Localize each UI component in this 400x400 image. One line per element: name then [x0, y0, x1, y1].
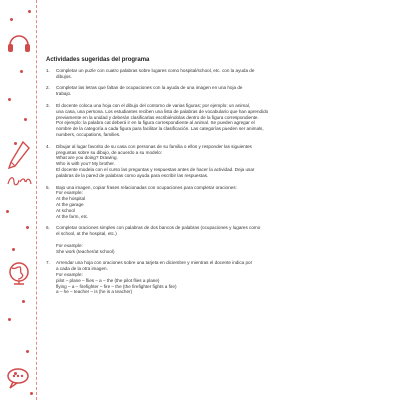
activity-text: nombre de la categoría a cada figura para facilitar la clasificación. Las categorías pueden ser animals, [56, 126, 264, 132]
activity-line [46, 91, 360, 97]
activity-text: previamente en la unidad y deberán clasificarlas escribiéndolas dentro de la figura correspondiente. [56, 114, 259, 120]
activity-text: preguntas sobre su dibujo, de acuerdo a su modelo: [56, 149, 162, 155]
activity-text: At the garage [56, 201, 84, 207]
activity-text: El docente coloca una hoja con el dibujo del contorno de varias figuras; por ejemplo: un animal, [56, 102, 251, 108]
activity-text: She work (teacher/at school) [56, 248, 115, 254]
activity-text: el school, at the hospital, etc.) [56, 231, 117, 237]
margin-dot [30, 392, 33, 395]
margin-dot [8, 98, 11, 101]
activity-item [46, 185, 360, 220]
activity-item [46, 68, 360, 80]
activity-text: At the farm, etc. [56, 213, 89, 219]
activity-item [46, 260, 360, 295]
activity-text: una casa, una persona. Los estudiantes reciben una lista de palabras de vocabulario que han aprendido [56, 108, 269, 114]
activity-number: 5. [46, 184, 50, 190]
margin-dot [8, 318, 11, 321]
activity-text: For example: [56, 242, 83, 248]
activity-text: What are you doing? Drawing. [56, 155, 118, 161]
activity-line [46, 249, 360, 255]
margin-dot [6, 210, 9, 213]
activity-item [46, 225, 360, 254]
activity-text: Arrendar una hoja con oraciones sobre una tarjeta en diciembre y mientras el docente indica por [56, 260, 253, 266]
activity-text: flying – a – firefighter – fire – the (the firefighter fights a fire) [56, 283, 177, 289]
margin-dot [12, 248, 15, 251]
activity-text: Completar un puzle con cuatro palabras sobre lugares como hospital/school, etc. con la ayuda de [56, 67, 255, 73]
activity-text: At school [56, 207, 75, 213]
margin-dot [10, 18, 13, 21]
activity-text: a – he – teacher – is (he is a teacher) [56, 289, 133, 295]
activity-item [46, 85, 360, 97]
activity-text: Dibujar al lugar favorito de su casa con personas de su familia o ellos y responder las siguientes [56, 143, 252, 149]
activity-text: Completar las letras que faltan de ocupaciones con la ayuda de una imagen en una hoja de [56, 85, 243, 91]
activity-text: Who is with you? My brother. [56, 161, 115, 167]
margin-line [36, 0, 37, 400]
document-title: Actividades sugeridas del programa [46, 57, 150, 63]
activity-line [46, 74, 360, 80]
activity-text: Por ejemplo: la palabra cat deberá ir en la figura correspondiente al animal. Se pueden agregar el [56, 120, 255, 126]
document-body [46, 58, 360, 301]
activity-text: El docente modela con el curso las preguntas y respuestas antes de hacer la actividad. Deja usar [56, 166, 255, 172]
globe-icon [5, 258, 33, 286]
activity-number: 2. [46, 85, 50, 91]
activity-text: For example: [56, 271, 83, 277]
activity-line [46, 289, 360, 295]
activity-text: palabras de la pared de palabras como ayuda para escribir las respuestas. [56, 172, 209, 178]
activity-text: dibujos. [56, 73, 72, 79]
margin-dot [22, 300, 25, 303]
activity-item [46, 103, 360, 138]
activity-list [46, 68, 360, 295]
activity-line [46, 132, 360, 138]
activity-number: 3. [46, 102, 50, 108]
chat-bubble-icon [5, 364, 33, 392]
activity-number: 7. [46, 260, 50, 266]
activity-item [46, 144, 360, 179]
headphones-icon [5, 28, 33, 56]
activity-text: For example: [56, 190, 83, 196]
activity-text: a cada de la otra imagen. [56, 266, 108, 272]
margin-dot [20, 70, 23, 73]
activity-text: numbers, occupations, families. [56, 131, 121, 137]
margin-dot [26, 350, 29, 353]
activity-line [46, 173, 360, 179]
activity-text: At the hospital [56, 196, 86, 202]
activity-text: pilot – plane – flies – a – the (the pilot flies a plane) [56, 277, 160, 283]
margin-dot [24, 118, 27, 121]
activity-number: 1. [46, 67, 50, 73]
activity-text: Bajo una imagen, copiar frases relacionadas con ocupaciones para completar oraciones: [56, 184, 237, 190]
activity-text: trabajo. [56, 91, 72, 97]
activity-number: 4. [46, 143, 50, 149]
activity-text: Completar oraciones simples con palabras de dos bancos de palabras (ocupaciones y lugares como [56, 225, 261, 231]
activity-line [46, 214, 360, 220]
margin-dot [26, 226, 29, 229]
margin-dot [28, 10, 31, 13]
pencil-icon [5, 140, 33, 190]
activity-number: 6. [46, 225, 50, 231]
